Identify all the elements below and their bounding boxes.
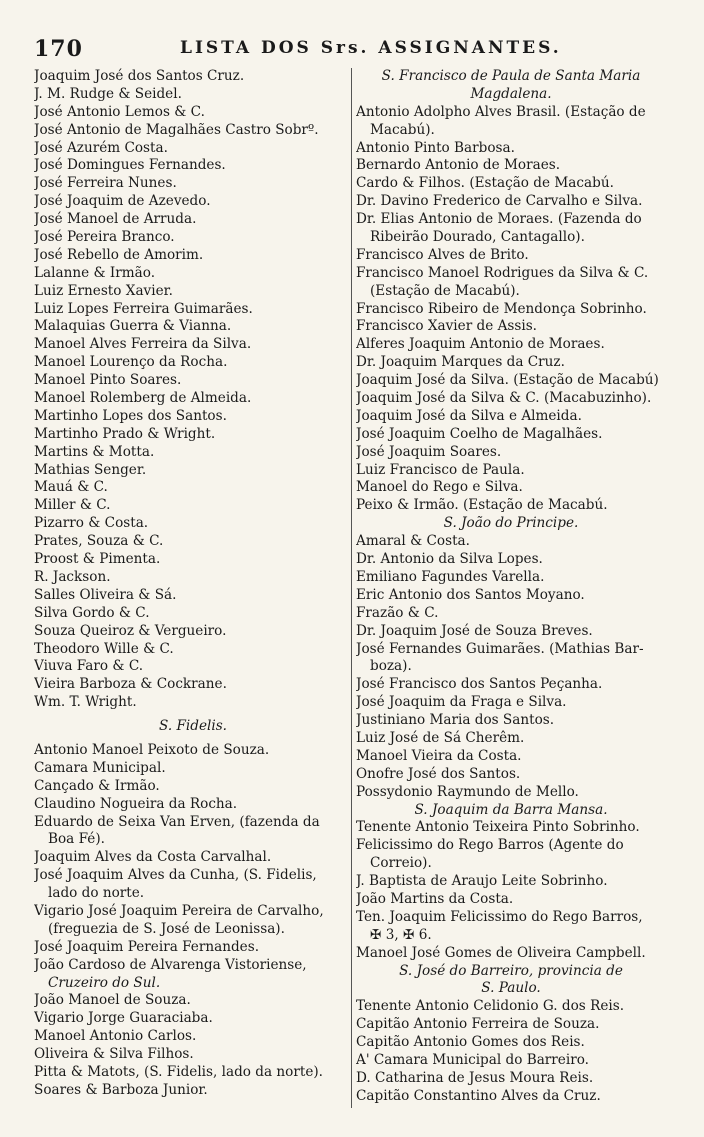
subscriber-entry: Dr. Elias Antonio de Moraes. (Fazenda do: [356, 211, 642, 228]
subscriber-entry: Dr. Antonio da Silva Lopes.: [356, 551, 543, 568]
subscriber-entry: Silva Gordo & C.: [34, 604, 150, 621]
section-heading: S. João do Principe.: [443, 515, 579, 532]
subscriber-entry: Onofre José dos Santos.: [356, 765, 521, 782]
subscriber-entry: Macabú).: [370, 121, 435, 138]
subscriber-entry: Manoel Alves Ferreira da Silva.: [34, 336, 252, 353]
page-number: 170: [34, 36, 83, 62]
subscriber-entry: Eric Antonio dos Santos Moyano.: [356, 586, 585, 603]
subscriber-entry: Cardo & Filhos. (Estação de Macabú.: [356, 175, 614, 192]
subscriber-entry: José Domingues Fernandes.: [34, 157, 226, 174]
subscriber-entry: Bernardo Antonio de Moraes.: [356, 157, 561, 174]
subscriber-entry: A' Camara Municipal do Barreiro.: [356, 1051, 589, 1068]
subscriber-entry: Joaquim José da Silva & C. (Macabuzinho).: [356, 390, 652, 407]
subscriber-entry: Tenente Antonio Teixeira Pinto Sobrinho.: [356, 819, 640, 836]
subscriber-entry: Mauá & C.: [34, 479, 108, 496]
subscriber-entry: José Antonio Lemos & C.: [34, 103, 205, 120]
subscriber-entry: Malaquias Guerra & Vianna.: [34, 318, 232, 335]
subscriber-entry: Proost & Pimenta.: [34, 551, 161, 568]
subscriber-entry: Souza Queiroz & Vergueiro.: [34, 622, 227, 639]
subscriber-entry: Amaral & Costa.: [356, 533, 470, 550]
subscriber-entry: Joaquim José dos Santos Cruz.: [34, 68, 245, 84]
subscriber-entry: Luiz Lopes Ferreira Guimarães.: [34, 300, 253, 317]
subscriber-entry: J. M. Rudge & Seidel.: [34, 85, 182, 102]
subscriber-entry: Prates, Souza & C.: [34, 533, 164, 550]
left-column: [34, 68, 352, 1100]
subscriber-entry: José Pereira Branco.: [34, 229, 175, 246]
subscriber-entry: Luiz José de Sá Cherêm.: [356, 729, 525, 746]
subscriber-entry: Luiz Ernesto Xavier.: [34, 282, 173, 299]
subscriber-entry: Capitão Antonio Gomes dos Reis.: [356, 1034, 585, 1051]
subscriber-entry: José Joaquim de Azevedo.: [34, 193, 211, 210]
subscriber-entry: Pitta & Matots, (S. Fidelis, lado da norte).: [34, 1063, 323, 1080]
subscriber-entry: Possydonio Raymundo de Mello.: [356, 783, 579, 800]
subscriber-entry: boza).: [370, 658, 412, 675]
subscriber-entry: Claudino Nogueira da Rocha.: [34, 795, 238, 812]
subscriber-entry: Frazão & C.: [356, 604, 439, 621]
subscriber-entry: D. Catharina de Jesus Moura Reis.: [356, 1069, 594, 1086]
subscriber-entry: José Fernandes Guimarães. (Mathias Bar-: [356, 640, 644, 657]
subscriber-entry: Manoel Pinto Soares.: [34, 372, 182, 389]
subscriber-entry: Lalanne & Irmão.: [34, 264, 156, 281]
subscriber-entry: Eduardo de Seixa Van Erven, (fazenda da: [34, 813, 320, 830]
subscriber-entry: Wm. T. Wright.: [34, 694, 137, 711]
subscriber-entry: Felicissimo do Rego Barros (Agente do: [356, 837, 624, 854]
page-header: [30, 30, 680, 60]
subscriber-entry: Martins & Motta.: [34, 443, 155, 460]
section-heading-s-fidelis: S. Fidelis.: [159, 718, 227, 735]
subscriber-entry: Justiniano Maria dos Santos.: [356, 712, 555, 729]
subscriber-entry: Cançado & Irmão.: [34, 777, 160, 794]
section-heading: S. Paulo.: [481, 980, 541, 997]
subscriber-entry: Dr. Joaquim Marques da Cruz.: [356, 354, 565, 371]
subscriber-entry: José Joaquim Soares.: [356, 443, 502, 460]
subscriber-entry: Antonio Pinto Barbosa.: [356, 139, 515, 156]
subscriber-entry: Dr. Joaquim José de Souza Breves.: [356, 622, 593, 639]
subscriber-entry: Mathias Senger.: [34, 461, 147, 478]
subscriber-entry: Dr. Davino Frederico de Carvalho e Silva.: [356, 193, 643, 210]
section-heading: Magdalena.: [470, 85, 552, 102]
right-entries-list: [356, 68, 666, 1106]
subscriber-entry: Soares & Barboza Junior.: [34, 1081, 208, 1098]
left-entries-list: [34, 68, 352, 712]
subscriber-entry: R. Jackson.: [34, 568, 111, 585]
subscriber-entry: Capitão Antonio Ferreira de Souza.: [356, 1016, 600, 1033]
subscriber-entry: (Estação de Macabú).: [370, 282, 520, 299]
subscriber-entry: Emiliano Fagundes Varella.: [356, 568, 545, 585]
subscriber-entry: Alferes Joaquim Antonio de Moraes.: [356, 336, 605, 353]
subscriber-entry: Antonio Manoel Peixoto de Souza.: [34, 741, 270, 758]
subscriber-entry: José Azurém Costa.: [34, 139, 168, 156]
subscriber-entry: Francisco Manoel Rodrigues da Silva & C.: [356, 264, 649, 281]
subscriber-entry: Cruzeiro do Sul.: [48, 974, 161, 991]
subscriber-entry: Miller & C.: [34, 497, 111, 514]
subscriber-entry: Vieira Barboza & Cockrane.: [34, 676, 227, 693]
subscriber-entry: José Rebello de Amorim.: [34, 246, 204, 263]
subscriber-entry: Tenente Antonio Celidonio G. dos Reis.: [356, 998, 625, 1015]
subscriber-entry: Salles Oliveira & Sá.: [34, 586, 177, 603]
subscriber-entry: José Ferreira Nunes.: [34, 175, 177, 192]
subscriber-entry: Manoel Lourenço da Rocha.: [34, 354, 228, 371]
subscriber-entry: (freguezia de S. José de Leonissa).: [48, 920, 285, 937]
subscriber-entry: José Manoel de Arruda.: [34, 211, 197, 228]
subscriber-entry: Capitão Constantino Alves da Cruz.: [356, 1087, 601, 1104]
subscriber-entry: Antonio Adolpho Alves Brasil. (Estação de: [356, 103, 646, 120]
subscriber-entry: Joaquim José da Silva e Almeida.: [356, 407, 582, 424]
subscriber-entry: Ten. Joaquim Felicissimo do Rego Barros,: [356, 908, 643, 925]
subscriber-entry: lado do norte.: [48, 885, 145, 902]
section-heading: S. Joaquim da Barra Mansa.: [414, 801, 608, 818]
subscriber-entry: Joaquim José da Silva. (Estação de Macabú): [356, 372, 659, 389]
subscriber-entry: Vigario Jorge Guaraciaba.: [34, 1010, 213, 1027]
subscriber-entry: José Francisco dos Santos Peçanha.: [356, 676, 603, 693]
section-heading: S. Francisco de Paula de Santa Maria: [381, 68, 641, 84]
subscriber-entry: Vigario José Joaquim Pereira de Carvalho,: [34, 902, 324, 919]
subscriber-entry: J. Baptista de Araujo Leite Sobrinho.: [356, 873, 608, 890]
subscriber-entry: Manoel Rolemberg de Almeida.: [34, 390, 252, 407]
subscriber-entry: Peixo & Irmão. (Estação de Macabú.: [356, 497, 608, 514]
subscriber-entry: Martinho Lopes dos Santos.: [34, 407, 227, 424]
right-column: [356, 68, 666, 1106]
subscriber-entry: Luiz Francisco de Paula.: [356, 461, 525, 478]
subscriber-entry: Oliveira & Silva Filhos.: [34, 1046, 194, 1063]
subscriber-entry: Martinho Prado & Wright.: [34, 425, 216, 442]
subscriber-entry: Manoel Vieira da Costa.: [356, 747, 522, 764]
subscriber-entry: Pizarro & Costa.: [34, 515, 149, 532]
subscriber-entry: João Manoel de Souza.: [34, 992, 191, 1009]
subscriber-entry: José Joaquim Alves da Cunha, (S. Fidelis,: [34, 867, 317, 884]
subscriber-entry: Francisco Xavier de Assis.: [356, 318, 537, 335]
page-title: LISTA DOS Srs. ASSIGNANTES.: [180, 38, 562, 58]
subscriber-entry: João Cardoso de Alvarenga Vistoriense,: [34, 956, 307, 973]
subscriber-entry: José Antonio de Magalhães Castro Sobrº.: [34, 121, 319, 138]
subscriber-entry: Boa Fé).: [48, 831, 105, 848]
subscriber-entry: Francisco Alves de Brito.: [356, 246, 529, 263]
subscriber-entry: Camara Municipal.: [34, 759, 166, 776]
fidelis-entries-list: [34, 742, 352, 1100]
subscriber-entry: Manoel do Rego e Silva.: [356, 479, 523, 496]
subscriber-entry: ✠ 3, ✠ 6.: [370, 926, 432, 943]
subscriber-entry: José Joaquim Pereira Fernandes.: [34, 938, 260, 955]
subscriber-entry: Francisco Ribeiro de Mendonça Sobrinho.: [356, 300, 647, 317]
subscriber-entry: Manoel Antonio Carlos.: [34, 1028, 197, 1045]
subscriber-entry: José Joaquim Coelho de Magalhães.: [356, 425, 603, 442]
section-heading: S. José do Barreiro, provincia de: [399, 962, 623, 979]
subscriber-entry: José Joaquim da Fraga e Silva.: [356, 694, 567, 711]
subscriber-entry: Ribeirão Dourado, Cantagallo).: [370, 229, 585, 246]
subscriber-entry: Joaquim Alves da Costa Carvalhal.: [34, 849, 272, 866]
subscriber-entry: Manoel José Gomes de Oliveira Campbell.: [356, 944, 646, 961]
subscriber-entry: Viuva Faro & C.: [34, 658, 144, 675]
subscriber-entry: Correio).: [370, 855, 432, 872]
subscriber-entry: Theodoro Wille & C.: [34, 640, 174, 657]
subscriber-entry: João Martins da Costa.: [356, 890, 514, 907]
